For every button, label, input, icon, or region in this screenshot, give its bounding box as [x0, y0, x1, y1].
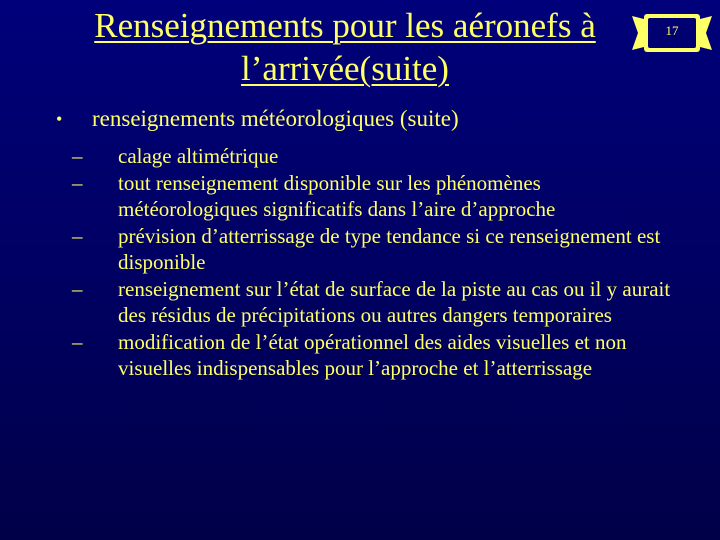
page-number-badge: [632, 10, 712, 56]
list-item: [72, 276, 672, 329]
list-item-text: renseignement sur l’état de surface de la piste au cas ou il y aurait des résidus de précipitations ou autres dangers temporaires: [118, 276, 671, 327]
list-item-text: calage altimétrique: [118, 144, 279, 168]
dash-marker: –: [72, 170, 83, 195]
list-item-text: prévision d’atterrissage de type tendance si ce renseignement est disponible: [118, 223, 661, 274]
slide-title: Renseignements pour les aéronefs à l’arrivée(suite): [94, 6, 596, 88]
dash-marker: –: [72, 276, 83, 301]
list-item: [72, 329, 672, 382]
page-number: 17: [665, 23, 679, 38]
sub-item-list: [72, 143, 672, 382]
list-item: [72, 170, 672, 223]
dash-marker: –: [72, 144, 83, 168]
list-item-text: modification de l’état opérationnel des aides visuelles et non visuelles indispensables pour l’approche et l’atterrissage: [118, 329, 627, 380]
list-item-text: tout renseignement disponible sur les phénomènes météorologiques significatifs dans l’aire d’approche: [118, 170, 556, 221]
dash-marker: –: [72, 329, 83, 354]
list-item: [72, 143, 672, 170]
list-item: [72, 223, 672, 276]
bullet-marker: •: [56, 109, 63, 129]
dash-marker: –: [72, 223, 83, 248]
bullet-text: renseignements météorologiques (suite): [92, 106, 459, 131]
